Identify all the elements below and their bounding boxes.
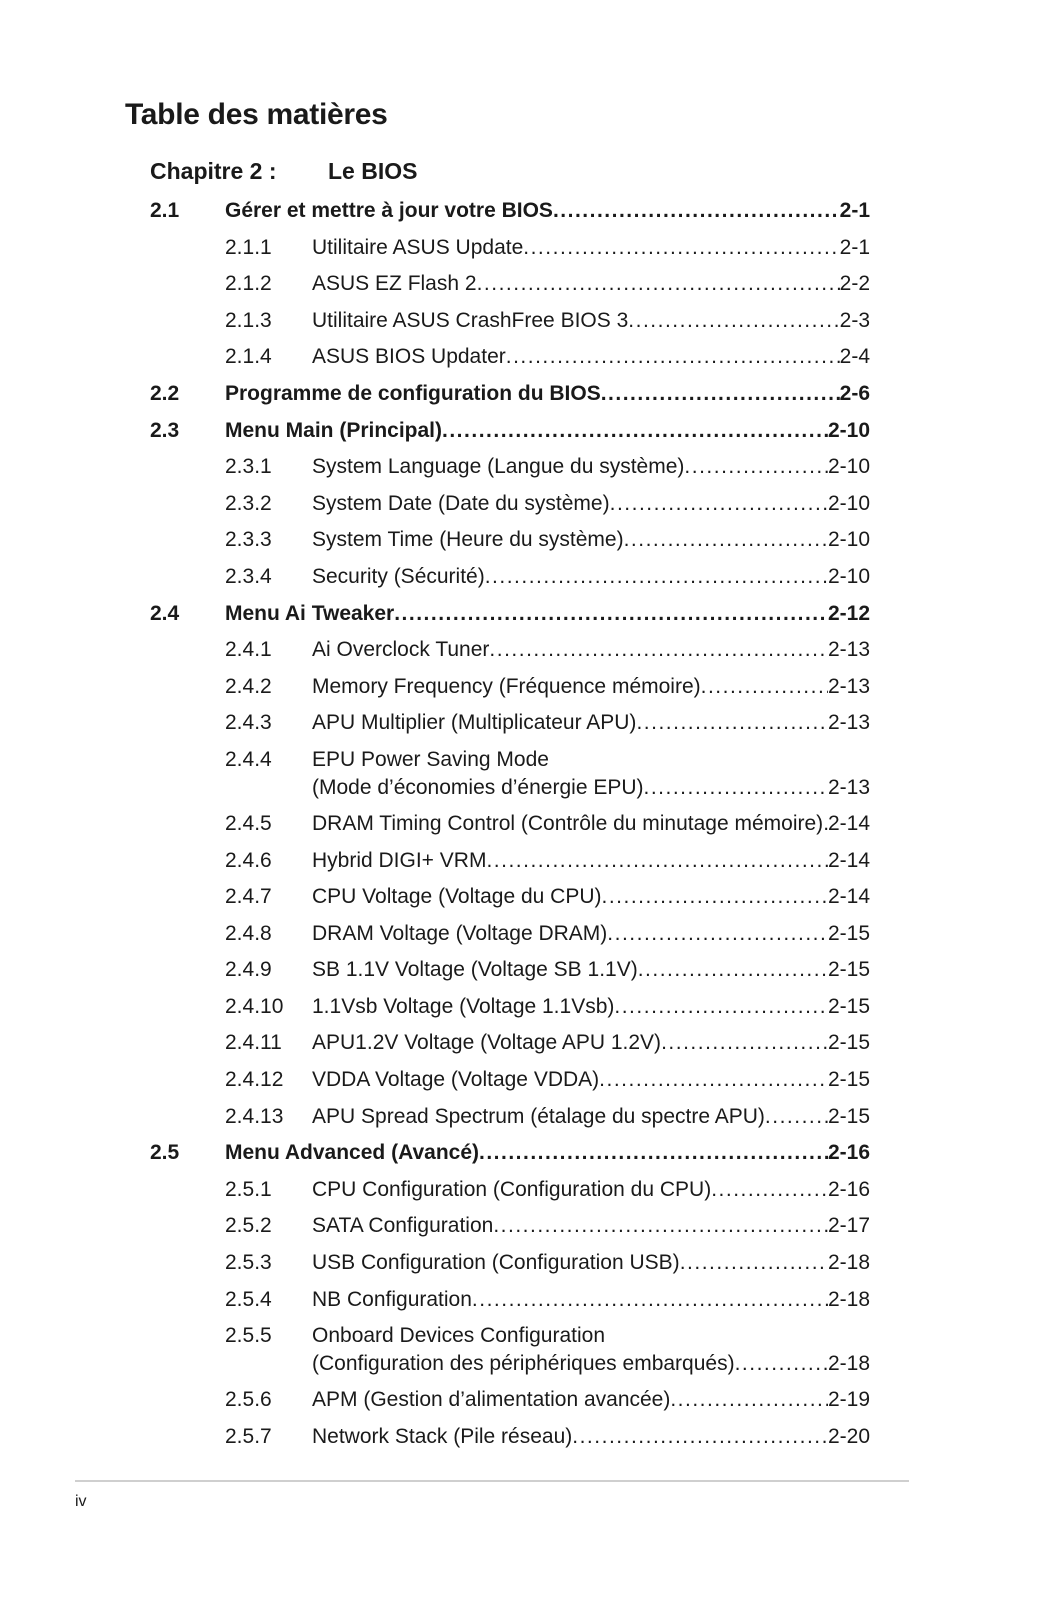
footer-page-number: iv — [75, 1493, 87, 1510]
dot-leader — [523, 236, 839, 260]
toc-entry-number: 2.1.4 — [225, 345, 272, 369]
toc-entry-line — [225, 199, 870, 223]
toc-entry-line — [312, 849, 870, 873]
toc-entry-number: 2.4.2 — [225, 674, 272, 698]
toc-entry-title: Network Stack (Pile réseau) — [312, 1424, 573, 1448]
toc-entry-page: 2-16 — [827, 1141, 870, 1165]
dot-leader — [572, 1425, 828, 1449]
toc-entry-line — [312, 885, 870, 909]
dot-leader — [636, 711, 828, 735]
toc-entry-page: 2-18 — [827, 1287, 870, 1311]
toc-entry-number: 2.4.11 — [225, 1031, 282, 1055]
toc-entry-line — [312, 565, 870, 589]
page-title: Table des matières — [125, 98, 388, 131]
toc-entry-line — [312, 1214, 870, 1238]
toc-entry-page: 2-10 — [827, 455, 870, 479]
toc-entry-page: 2-13 — [827, 638, 870, 662]
chapter-label: Chapitre 2 : — [150, 158, 277, 184]
toc-entry[interactable] — [150, 1098, 870, 1135]
dot-leader — [472, 1288, 828, 1312]
dot-leader — [684, 455, 828, 479]
dot-leader — [486, 849, 828, 873]
toc-entry-number: 2.3 — [150, 418, 180, 442]
toc-entry-line — [312, 1425, 870, 1449]
toc-entry[interactable] — [150, 1134, 870, 1171]
toc-entry-line — [312, 776, 870, 800]
toc-entry[interactable] — [150, 302, 870, 339]
dot-leader — [601, 382, 840, 406]
toc-entry-line — [312, 309, 870, 333]
toc-entry[interactable] — [150, 988, 870, 1025]
toc-entry-line — [312, 345, 870, 369]
toc-entry[interactable] — [150, 1024, 870, 1061]
toc-entry[interactable] — [150, 668, 870, 705]
toc-entry-line — [312, 455, 870, 479]
toc-entry-title: CPU Configuration (Configuration du CPU) — [312, 1177, 712, 1201]
toc-entry-page: 2-2 — [839, 272, 870, 296]
toc-entry-title: VDDA Voltage (Voltage VDDA) — [312, 1068, 600, 1092]
toc-entry-page: 2-17 — [827, 1214, 870, 1238]
toc-entry-page: 2-13 — [827, 711, 870, 735]
dot-leader — [644, 776, 828, 800]
toc-entry-page: 2-3 — [839, 308, 870, 332]
toc-entry[interactable] — [150, 951, 870, 988]
toc-entry-title: APU1.2V Voltage (Voltage APU 1.2V) — [312, 1031, 662, 1055]
toc-entry-page: 2-18 — [827, 1251, 870, 1275]
toc-entry-title: Menu Main (Principal) — [225, 418, 443, 442]
toc-entry-title: Ai Overclock Tuner — [312, 638, 490, 662]
toc-entry-title-line1: EPU Power Saving Mode — [312, 747, 549, 771]
toc-entry[interactable] — [150, 1061, 870, 1098]
toc-entry-page: 2-19 — [827, 1388, 870, 1412]
dot-leader — [493, 1214, 828, 1238]
toc-entry-title: Security (Sécurité) — [312, 564, 485, 588]
toc-entry-line — [312, 492, 870, 516]
toc-entry[interactable] — [150, 448, 870, 485]
toc-entry-page: 2-16 — [827, 1177, 870, 1201]
toc-entry-page: 2-1 — [839, 235, 870, 259]
toc-entry-number: 2.4.8 — [225, 921, 272, 945]
toc-entry-page: 2-15 — [827, 958, 870, 982]
toc-entry[interactable] — [150, 1171, 870, 1208]
toc-entry-line — [312, 272, 870, 296]
toc-entry[interactable] — [150, 485, 870, 522]
dot-leader — [602, 885, 828, 909]
toc-entry[interactable] — [150, 915, 870, 952]
toc-entry[interactable] — [150, 338, 870, 375]
toc-entry-title: APM (Gestion d’alimentation avancée) — [312, 1388, 671, 1412]
toc-entry-page: 2-15 — [827, 921, 870, 945]
toc-entry-title: DRAM Timing Control (Contrôle du minutage mémoire) — [312, 811, 824, 835]
toc-entry[interactable] — [150, 1244, 870, 1281]
toc-entry[interactable] — [150, 558, 870, 595]
toc-entry-number: 2.4.4 — [225, 747, 272, 771]
toc-entry-number: 2.4.9 — [225, 958, 272, 982]
toc-entry-line — [312, 711, 870, 735]
toc-entry-line — [312, 1288, 870, 1312]
toc-entry-number: 2.1 — [150, 199, 180, 222]
toc-entry[interactable] — [150, 878, 870, 915]
toc-entry-number: 2.1.3 — [225, 308, 272, 332]
toc-entry-page: 2-15 — [827, 994, 870, 1018]
toc-entry-number: 2.4.1 — [225, 638, 272, 662]
dot-leader — [614, 995, 828, 1019]
toc-entry-title: ASUS BIOS Updater — [312, 345, 506, 369]
toc-entry-number: 2.4.6 — [225, 848, 272, 872]
toc-entry-number: 2.5.6 — [225, 1388, 272, 1412]
dot-leader — [599, 1068, 828, 1092]
dot-leader — [477, 272, 840, 296]
toc-entry[interactable] — [150, 1418, 870, 1455]
toc-entry[interactable] — [150, 1281, 870, 1318]
toc-entry-line — [312, 675, 870, 699]
toc-entry-title: DRAM Voltage (Voltage DRAM) — [312, 921, 608, 945]
toc-entry-page: 2-20 — [827, 1424, 870, 1448]
toc-entry-title: Menu Ai Tweaker — [225, 601, 395, 625]
toc-entry[interactable] — [150, 1317, 870, 1381]
dot-leader — [711, 1178, 828, 1202]
toc-entry[interactable] — [150, 631, 870, 668]
toc-entry-number: 2.5.7 — [225, 1424, 272, 1448]
dot-leader — [485, 565, 828, 589]
toc-entry-line — [312, 1388, 870, 1412]
dot-leader — [442, 419, 828, 443]
toc-entry[interactable] — [150, 375, 870, 412]
table-of-contents — [150, 192, 870, 1454]
dot-leader — [701, 675, 828, 699]
toc-entry[interactable] — [150, 521, 870, 558]
toc-entry-number: 2.5.2 — [225, 1214, 272, 1238]
toc-entry-number: 2.5 — [150, 1141, 180, 1165]
toc-entry-line — [225, 1141, 870, 1165]
dot-leader — [638, 958, 828, 982]
toc-entry-number: 2.4.5 — [225, 811, 272, 835]
toc-entry-number: 2.4.10 — [225, 994, 284, 1018]
dot-leader — [735, 1352, 828, 1376]
toc-entry[interactable] — [150, 704, 870, 741]
toc-entry-line — [312, 958, 870, 982]
toc-entry-number: 2.1.1 — [225, 235, 272, 259]
dot-leader — [489, 638, 828, 662]
toc-entry-title: APU Multiplier (Multiplicateur APU) — [312, 711, 637, 735]
toc-entry-title-line1: Onboard Devices Configuration — [312, 1324, 605, 1348]
toc-entry-page: 2-14 — [827, 848, 870, 872]
toc-entry-page: 2-10 — [827, 528, 870, 552]
toc-entry-number: 2.4.12 — [225, 1068, 284, 1092]
toc-entry-title: Utilitaire ASUS Update — [312, 235, 524, 259]
toc-entry-title: System Time (Heure du système) — [312, 528, 624, 552]
dot-leader — [670, 1388, 828, 1412]
toc-entry-title: Gérer et mettre à jour votre BIOS — [225, 199, 553, 222]
toc-entry-line — [312, 1031, 870, 1055]
toc-entry-line — [312, 1178, 870, 1202]
toc-entry-line — [225, 602, 870, 626]
toc-entry-number: 2.4.3 — [225, 711, 272, 735]
toc-entry-line — [312, 1352, 870, 1376]
toc-entry-title: Hybrid DIGI+ VRM — [312, 848, 487, 872]
dot-leader — [765, 1105, 828, 1129]
toc-entry-number: 2.3.1 — [225, 455, 272, 479]
toc-entry-number: 2.4 — [150, 601, 180, 625]
toc-entry-line — [312, 922, 870, 946]
toc-entry[interactable] — [150, 741, 870, 805]
toc-entry-number: 2.1.2 — [225, 272, 272, 296]
toc-entry-line — [225, 419, 870, 443]
toc-entry-title: APU Spread Spectrum (étalage du spectre APU) — [312, 1104, 765, 1128]
toc-entry-number: 2.4.13 — [225, 1104, 284, 1128]
dot-leader — [607, 922, 828, 946]
dot-leader — [394, 602, 828, 626]
toc-entry-page: 2-15 — [827, 1031, 870, 1055]
toc-entry-title: (Configuration des périphériques embarqués) — [312, 1352, 735, 1376]
toc-entry-title: Menu Advanced (Avancé) — [225, 1141, 479, 1165]
dot-leader — [661, 1031, 828, 1055]
toc-entry-title: SB 1.1V Voltage (Voltage SB 1.1V) — [312, 958, 638, 982]
chapter-title: Le BIOS — [328, 158, 418, 184]
toc-entry-title: 1.1Vsb Voltage (Voltage 1.1Vsb) — [312, 994, 615, 1018]
toc-entry[interactable] — [150, 595, 870, 632]
toc-entry-page: 2-6 — [839, 381, 870, 405]
toc-entry-line — [312, 1251, 870, 1275]
toc-entry-number: 2.5.5 — [225, 1324, 272, 1348]
chapter-heading — [150, 158, 417, 185]
toc-entry-title: System Date (Date du système) — [312, 491, 610, 515]
toc-entry-page: 2-15 — [827, 1104, 870, 1128]
toc-entry-page: 2-10 — [827, 418, 870, 442]
toc-entry-page: 2-10 — [827, 564, 870, 588]
toc-entry-number: 2.3.2 — [225, 491, 272, 515]
toc-entry-title: NB Configuration — [312, 1287, 472, 1311]
toc-entry-line — [312, 528, 870, 552]
toc-entry-title: ASUS EZ Flash 2 — [312, 272, 477, 296]
toc-entry-title: Memory Frequency (Fréquence mémoire) — [312, 674, 701, 698]
toc-entry-page: 2-10 — [827, 491, 870, 515]
toc-entry-page: 2-12 — [827, 601, 870, 625]
toc-entry-page: 2-14 — [827, 811, 870, 835]
dot-leader — [553, 199, 840, 223]
toc-entry-number: 2.4.7 — [225, 885, 272, 909]
toc-entry[interactable] — [150, 192, 870, 229]
toc-entry-title: USB Configuration (Configuration USB) — [312, 1251, 680, 1275]
toc-entry-line — [312, 995, 870, 1019]
footer-divider — [75, 1480, 909, 1482]
toc-entry-page: 2-13 — [827, 674, 870, 698]
toc-entry-title: SATA Configuration — [312, 1214, 494, 1238]
toc-entry[interactable] — [150, 1207, 870, 1244]
toc-entry-number: 2.5.1 — [225, 1177, 272, 1201]
dot-leader — [680, 1251, 828, 1275]
toc-entry-page: 2-18 — [827, 1352, 870, 1376]
toc-entry-line — [312, 812, 870, 836]
toc-entry-line — [312, 236, 870, 260]
dot-leader — [624, 528, 828, 552]
toc-entry[interactable] — [150, 412, 870, 449]
toc-entry-line — [312, 1105, 870, 1129]
toc-entry-title: Utilitaire ASUS CrashFree BIOS 3 — [312, 308, 629, 332]
dot-leader — [506, 345, 840, 369]
toc-entry-title: System Language (Langue du système) — [312, 455, 685, 479]
toc-entry-number: 2.3.3 — [225, 528, 272, 552]
toc-entry-line — [312, 1068, 870, 1092]
toc-entry[interactable] — [150, 842, 870, 879]
dot-leader — [610, 492, 828, 516]
toc-entry-page: 2-1 — [839, 199, 870, 222]
dot-leader — [628, 309, 839, 333]
toc-entry-number: 2.2 — [150, 381, 180, 405]
toc-entry-page: 2-15 — [827, 1068, 870, 1092]
toc-entry-page: 2-4 — [839, 345, 870, 369]
toc-entry[interactable] — [150, 265, 870, 302]
toc-entry-line — [312, 638, 870, 662]
toc-entry-page: 2-14 — [827, 885, 870, 909]
toc-entry-number: 2.5.3 — [225, 1251, 272, 1275]
toc-entry-line — [225, 382, 870, 406]
dot-leader — [479, 1141, 828, 1165]
toc-entry-number: 2.3.4 — [225, 564, 272, 588]
toc-entry-title: (Mode d’économies d’énergie EPU) — [312, 775, 644, 799]
toc-entry-title: Programme de configuration du BIOS — [225, 381, 601, 405]
toc-entry-page: 2-13 — [827, 775, 870, 799]
toc-entry[interactable] — [150, 805, 870, 842]
toc-entry-title: CPU Voltage (Voltage du CPU) — [312, 885, 602, 909]
toc-entry[interactable] — [150, 229, 870, 266]
toc-entry[interactable] — [150, 1381, 870, 1418]
toc-entry-number: 2.5.4 — [225, 1287, 272, 1311]
